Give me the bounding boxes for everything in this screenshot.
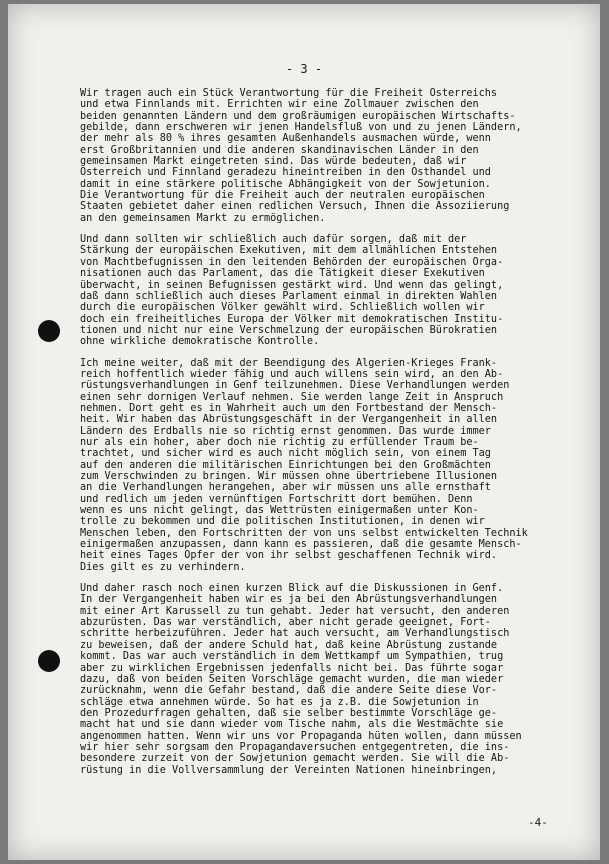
text-line: besondere zurzeit von der Sowjetunion gemacht werden. Sie will die Ab-	[80, 753, 510, 765]
text-line: überwacht, in seinen Befugnissen gestärkt wird. Und wenn das gelingt,	[80, 279, 504, 291]
text-line: gemeinsamen Markt eingetreten sind. Das würde bedeuten, daß wir	[80, 156, 467, 168]
text-line: nisationen auch das Parlament, das die Tätigkeit dieser Exekutiven	[80, 268, 485, 280]
text-line: der mehr als 80 % ihres gesamten Außenhandels ausmachen würde, wenn	[80, 133, 491, 145]
text-line: reich hoffentlich wieder fähig und auch willens sein wird, an den Ab-	[80, 368, 504, 380]
text-line: nehmen. Dort geht es in Wahrheit auch um den Fortbestand der Mensch-	[80, 402, 498, 414]
text-line: heit. Wir haben das Abrüstungsgeschäft in der Vergangenheit in allen	[80, 414, 498, 426]
text-line: schläge etwa annehmen würde. So hat es ja z.B. die Sowjetunion in	[80, 696, 479, 708]
text-line: nur als ein hoher, aber doch nie richtig zu erfüllender Traum be-	[80, 436, 479, 448]
text-line: heit eines Tages Opfer der von ihr selbst geschaffenen Technik wird.	[80, 550, 498, 562]
text-line: mit einer Art Karussell zu tun gehabt. Jeder hat versucht, den anderen	[80, 605, 510, 617]
paragraph-1	[80, 88, 580, 224]
text-line: zurücknahm, wenn die Gefahr bestand, daß die andere Seite diese Vor-	[80, 685, 498, 697]
text-line: rüstungsverhandlungen in Genf teilzunehmen. Diese Verhandlungen werden	[80, 380, 510, 392]
text-line: einen sehr dornigen Verlauf nehmen. Sie werden lange Zeit in Anspruch	[80, 391, 504, 403]
text-line: Dies gilt es zu verhindern.	[80, 561, 246, 573]
text-line: tionen und nicht nur eine Verschmelzung der europäischen Bürokratien	[80, 324, 498, 336]
punch-hole-top	[38, 320, 60, 342]
text-line: Die Verantwortung für die Freiheit auch der neutralen europäischen	[80, 190, 485, 202]
text-line: den Prozedurfragen gehalten, daß sie selber bestimmte Vorschläge ge-	[80, 707, 498, 719]
text-line: damit in eine stärkere politische Abhängigkeit von der Sowjetunion.	[80, 178, 491, 190]
text-line: dazu, daß von beiden Seiten Vorschläge gemacht wurden, die man wieder	[80, 673, 504, 685]
text-line: Menschen leben, den Fortschritten der von uns selbst entwickelten Technik	[80, 527, 528, 539]
text-line: schritte herbeizuführen. Jeder hat auch versucht, am Verhandlungstisch	[80, 628, 510, 640]
text-line: abzurüsten. Das war verständlich, aber nicht gerade geeignet, Fort-	[80, 617, 491, 629]
text-line: kommt. Das war auch verständlich in dem Wettkampf um Sympathien, trug	[80, 651, 504, 663]
text-line: an den gemeinsamen Markt zu ermöglichen.	[80, 212, 326, 224]
text-line: macht hat und sie dann wieder vom Tische nahm, als die Westmächte sie	[80, 719, 504, 731]
text-line: ohne wirkliche demokratische Kontrolle.	[80, 336, 320, 348]
text-line: zu beweisen, daß der andere Schuld hat, daß keine Abrüstung zustande	[80, 639, 498, 651]
text-line: rüstung in die Vollversammlung der Vereinten Nationen hineinbringen,	[80, 764, 498, 776]
document-page	[8, 4, 600, 860]
text-line: daß dann schließlich auch dieses Parlament einmal in direkten Wahlen	[80, 290, 498, 302]
text-line: Stärkung der europäischen Exekutiven, mit dem allmählichen Entstehen	[80, 245, 498, 257]
text-line: zum Verschwinden zu bringen. Wir müssen ohne übertriebene Illusionen	[80, 471, 498, 482]
text-line: Wir tragen auch ein Stück Verantwortung für die Freiheit Österreichs	[80, 88, 498, 99]
text-line: auf den anderen die militärischen Einrichtungen bei den Großmächten	[80, 459, 491, 471]
text-line: und redlich um jeden vernünftigen Fortschritt dort bemühen. Denn	[80, 493, 473, 505]
continuation-marker: -4-	[528, 816, 548, 829]
text-line: aber zu wirklichen Ergebnissen jedenfalls nicht bei. Das führte sogar	[80, 662, 504, 674]
page-number: - 3 -	[285, 62, 323, 76]
text-line: Und daher rasch noch einen kurzen Blick auf die Diskussionen in Genf.	[80, 583, 504, 595]
text-line: erst Großbritannien und die anderen skandinavischen Länder in den	[80, 144, 479, 156]
text-line: Österreich und Finnland geradezu hineintreiben in den Osthandel und	[80, 167, 491, 179]
text-line: In der Vergangenheit haben wir es ja bei den Abrüstungsverhandlungen	[80, 594, 498, 606]
body-text	[80, 88, 580, 786]
text-line: einigermaßen anzupassen, dann kann es passieren, daß die gesamte Mensch-	[80, 539, 522, 551]
text-line: Staaten gebietet daher einen redlichen Versuch, Ihnen die Assoziierung	[80, 201, 510, 213]
text-line: angenommen hatten. Wenn wir uns vor Propaganda hüten wollen, dann müssen	[80, 730, 522, 742]
text-line: trachtet, und sicher wird es auch nicht möglich sein, von einem Tag	[80, 448, 491, 460]
paragraph-3	[80, 358, 580, 574]
text-line: und etwa Finnlands mit. Errichten wir eine Zollmauer zwischen den	[80, 99, 479, 111]
text-line: trolle zu bekommen und die politischen Institutionen, in denen wir	[80, 516, 485, 528]
text-line: Und dann sollten wir schließlich auch dafür sorgen, daß mit der	[80, 234, 467, 246]
text-line: wenn es uns nicht gelingt, das Wettrüsten einigermaßen unter Kon-	[80, 505, 479, 517]
paragraph-4	[80, 583, 580, 776]
paragraph-2	[80, 234, 580, 347]
text-line: Ländern des Erdballs nie so richtig ernst genommen. Das wurde immer	[80, 425, 491, 437]
text-line: doch ein freiheitliches Europa der Völker mit demokratischen Institu-	[80, 313, 504, 325]
text-line: an die Verhandlungen herangehen, aber wir müssen uns alle ernsthaft	[80, 482, 491, 494]
text-line: durch die europäischen Völker gewählt wird. Schließlich wollen wir	[80, 302, 485, 314]
text-line: beiden genannten Ländern und dem großräumigen europäischen Wirtschafts-	[80, 110, 516, 122]
text-line: gebilde, dann erschweren wir jenen Handelsfluß von und zu jenen Ländern,	[80, 122, 522, 134]
text-line: von Machtbefugnissen in den leitenden Behörden der europäischen Orga-	[80, 256, 504, 268]
punch-hole-bottom	[38, 650, 60, 672]
text-line: wir hier sehr sorgsam den Propagandaversuchen entgegentreten, die ins-	[80, 741, 510, 753]
text-line: Ich meine weiter, daß mit der Beendigung des Algerien-Krieges Frank-	[80, 357, 498, 369]
